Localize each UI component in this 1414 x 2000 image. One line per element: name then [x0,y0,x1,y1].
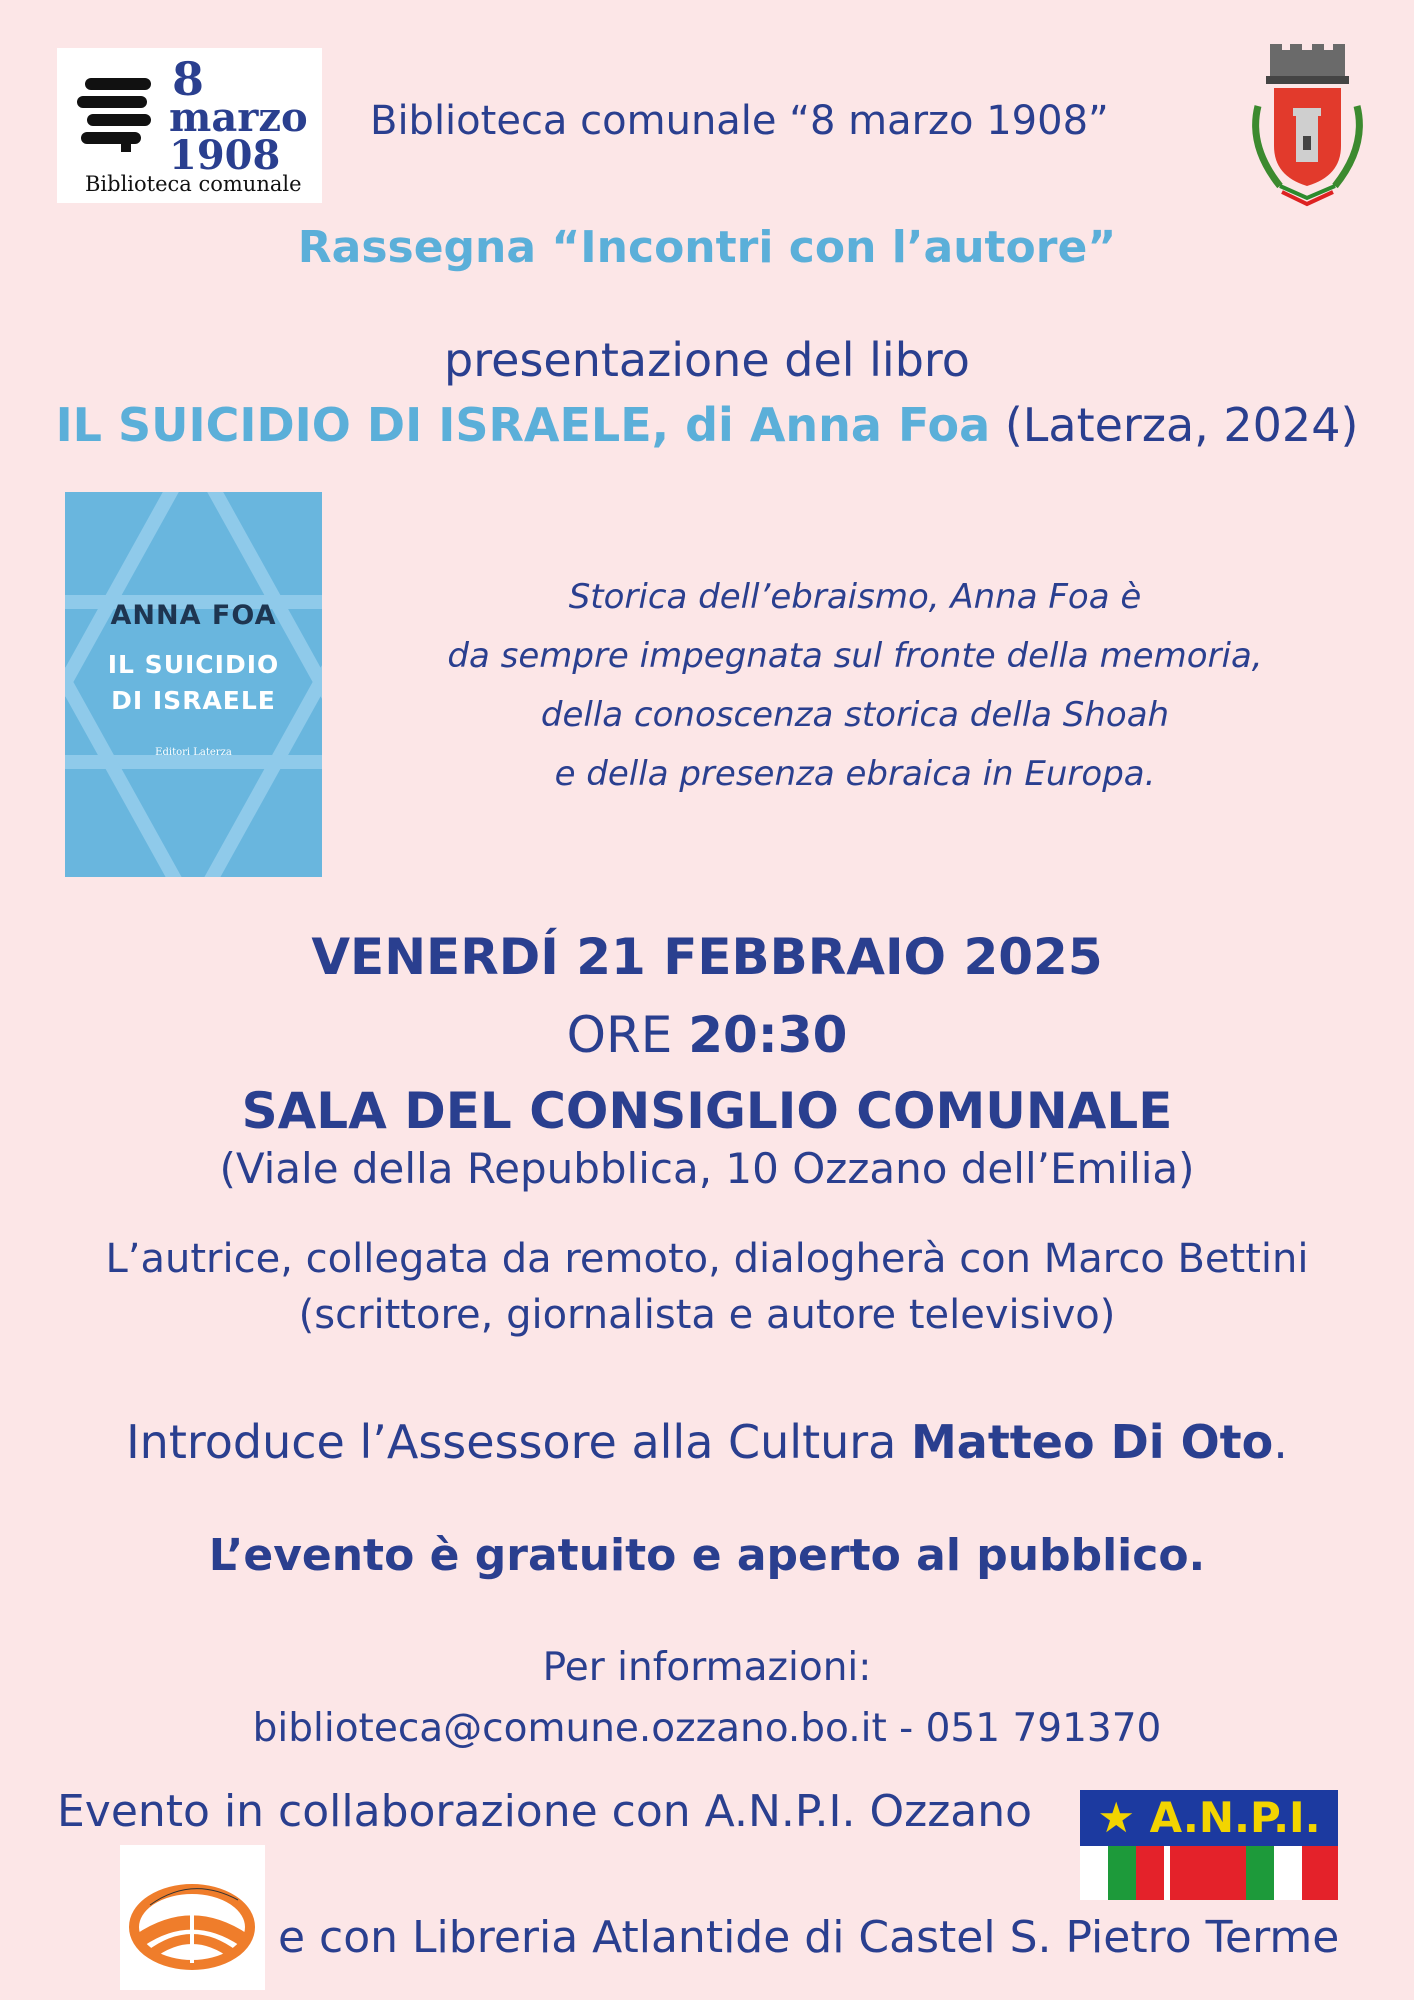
anpi-logo [1080,1790,1338,1900]
collaboration-atlantide: e con Libreria Atlantide di Castel S. Pietro Terme [278,1912,1340,1963]
book-cover [65,492,322,877]
cover-title-line2: DI ISRAELE [111,686,276,715]
italian-flag-stripes-icon [1080,1846,1338,1900]
info-label: Per informazioni: [542,1645,872,1690]
info-contact[interactable]: biblioteca@comune.ozzano.bo.it - 051 791370 [252,1706,1162,1751]
author-description [330,568,1380,804]
library-name: Biblioteca comunale “8 marzo 1908” [370,98,1109,144]
intro-text: Introduce l’Assessore alla Cultura [126,1415,911,1469]
cover-title-line1: IL SUICIDIO [107,650,280,679]
cover-author: ANNA FOA [110,600,277,631]
cover-publisher: Editori Laterza [155,747,232,758]
books-icon [77,70,159,154]
intro-name: Matteo Di Oto [911,1415,1274,1469]
series-title: Rassegna “Incontri con l’autore” [297,222,1117,273]
presentation-intro: presentazione del libro [444,333,970,387]
dialogue-line2: (scrittore, giornalista e autore televisivo) [298,1292,1116,1338]
library-logo [57,48,322,203]
time-value: 20:30 [688,1006,848,1064]
description-line: da sempre impegnata sul fronte della memoria, [447,636,1263,676]
time-label: ORE [566,1006,689,1064]
collaboration-anpi: Evento in collaborazione con A.N.P.I. Ozzano [57,1786,1033,1837]
dialogue-line1: L’autrice, collegata da remoto, dialogherà con Marco Bettini [105,1236,1309,1282]
description-line: della conoscenza storica della Shoah [540,695,1170,735]
logo-month: marzo [169,94,308,141]
municipal-crest-icon [1240,36,1375,216]
event-venue: SALA DEL CONSIGLIO COMUNALE [241,1082,1173,1140]
book-title-line [0,398,1414,452]
description-line: Storica dell’ebraismo, Anna Foa è [568,577,1142,617]
event-date: VENERDÍ 21 FEBBRAIO 2025 [311,928,1103,986]
logo-number: 8 [172,52,205,106]
introduction [0,1415,1414,1469]
star-of-david-icon [65,492,322,877]
description-line: e della presenza ebraica in Europa. [554,754,1156,794]
intro-end: . [1273,1415,1288,1469]
event-address: (Viale della Repubblica, 10 Ozzano dell’Emilia) [219,1144,1195,1193]
logo-subtitle: Biblioteca comunale [85,172,302,196]
event-time [0,1006,1414,1064]
logo-year: 1908 [169,132,281,179]
anpi-logo-text: ★ A.N.P.I. [1080,1790,1338,1846]
free-event-note: L’evento è gratuito e aperto al pubblico. [208,1530,1206,1581]
book-publisher-year: (Laterza, 2024) [1004,398,1359,452]
book-title-author: IL SUICIDIO DI ISRAELE, di Anna Foa [55,398,991,452]
libreria-atlantide-logo-icon [120,1845,265,1990]
